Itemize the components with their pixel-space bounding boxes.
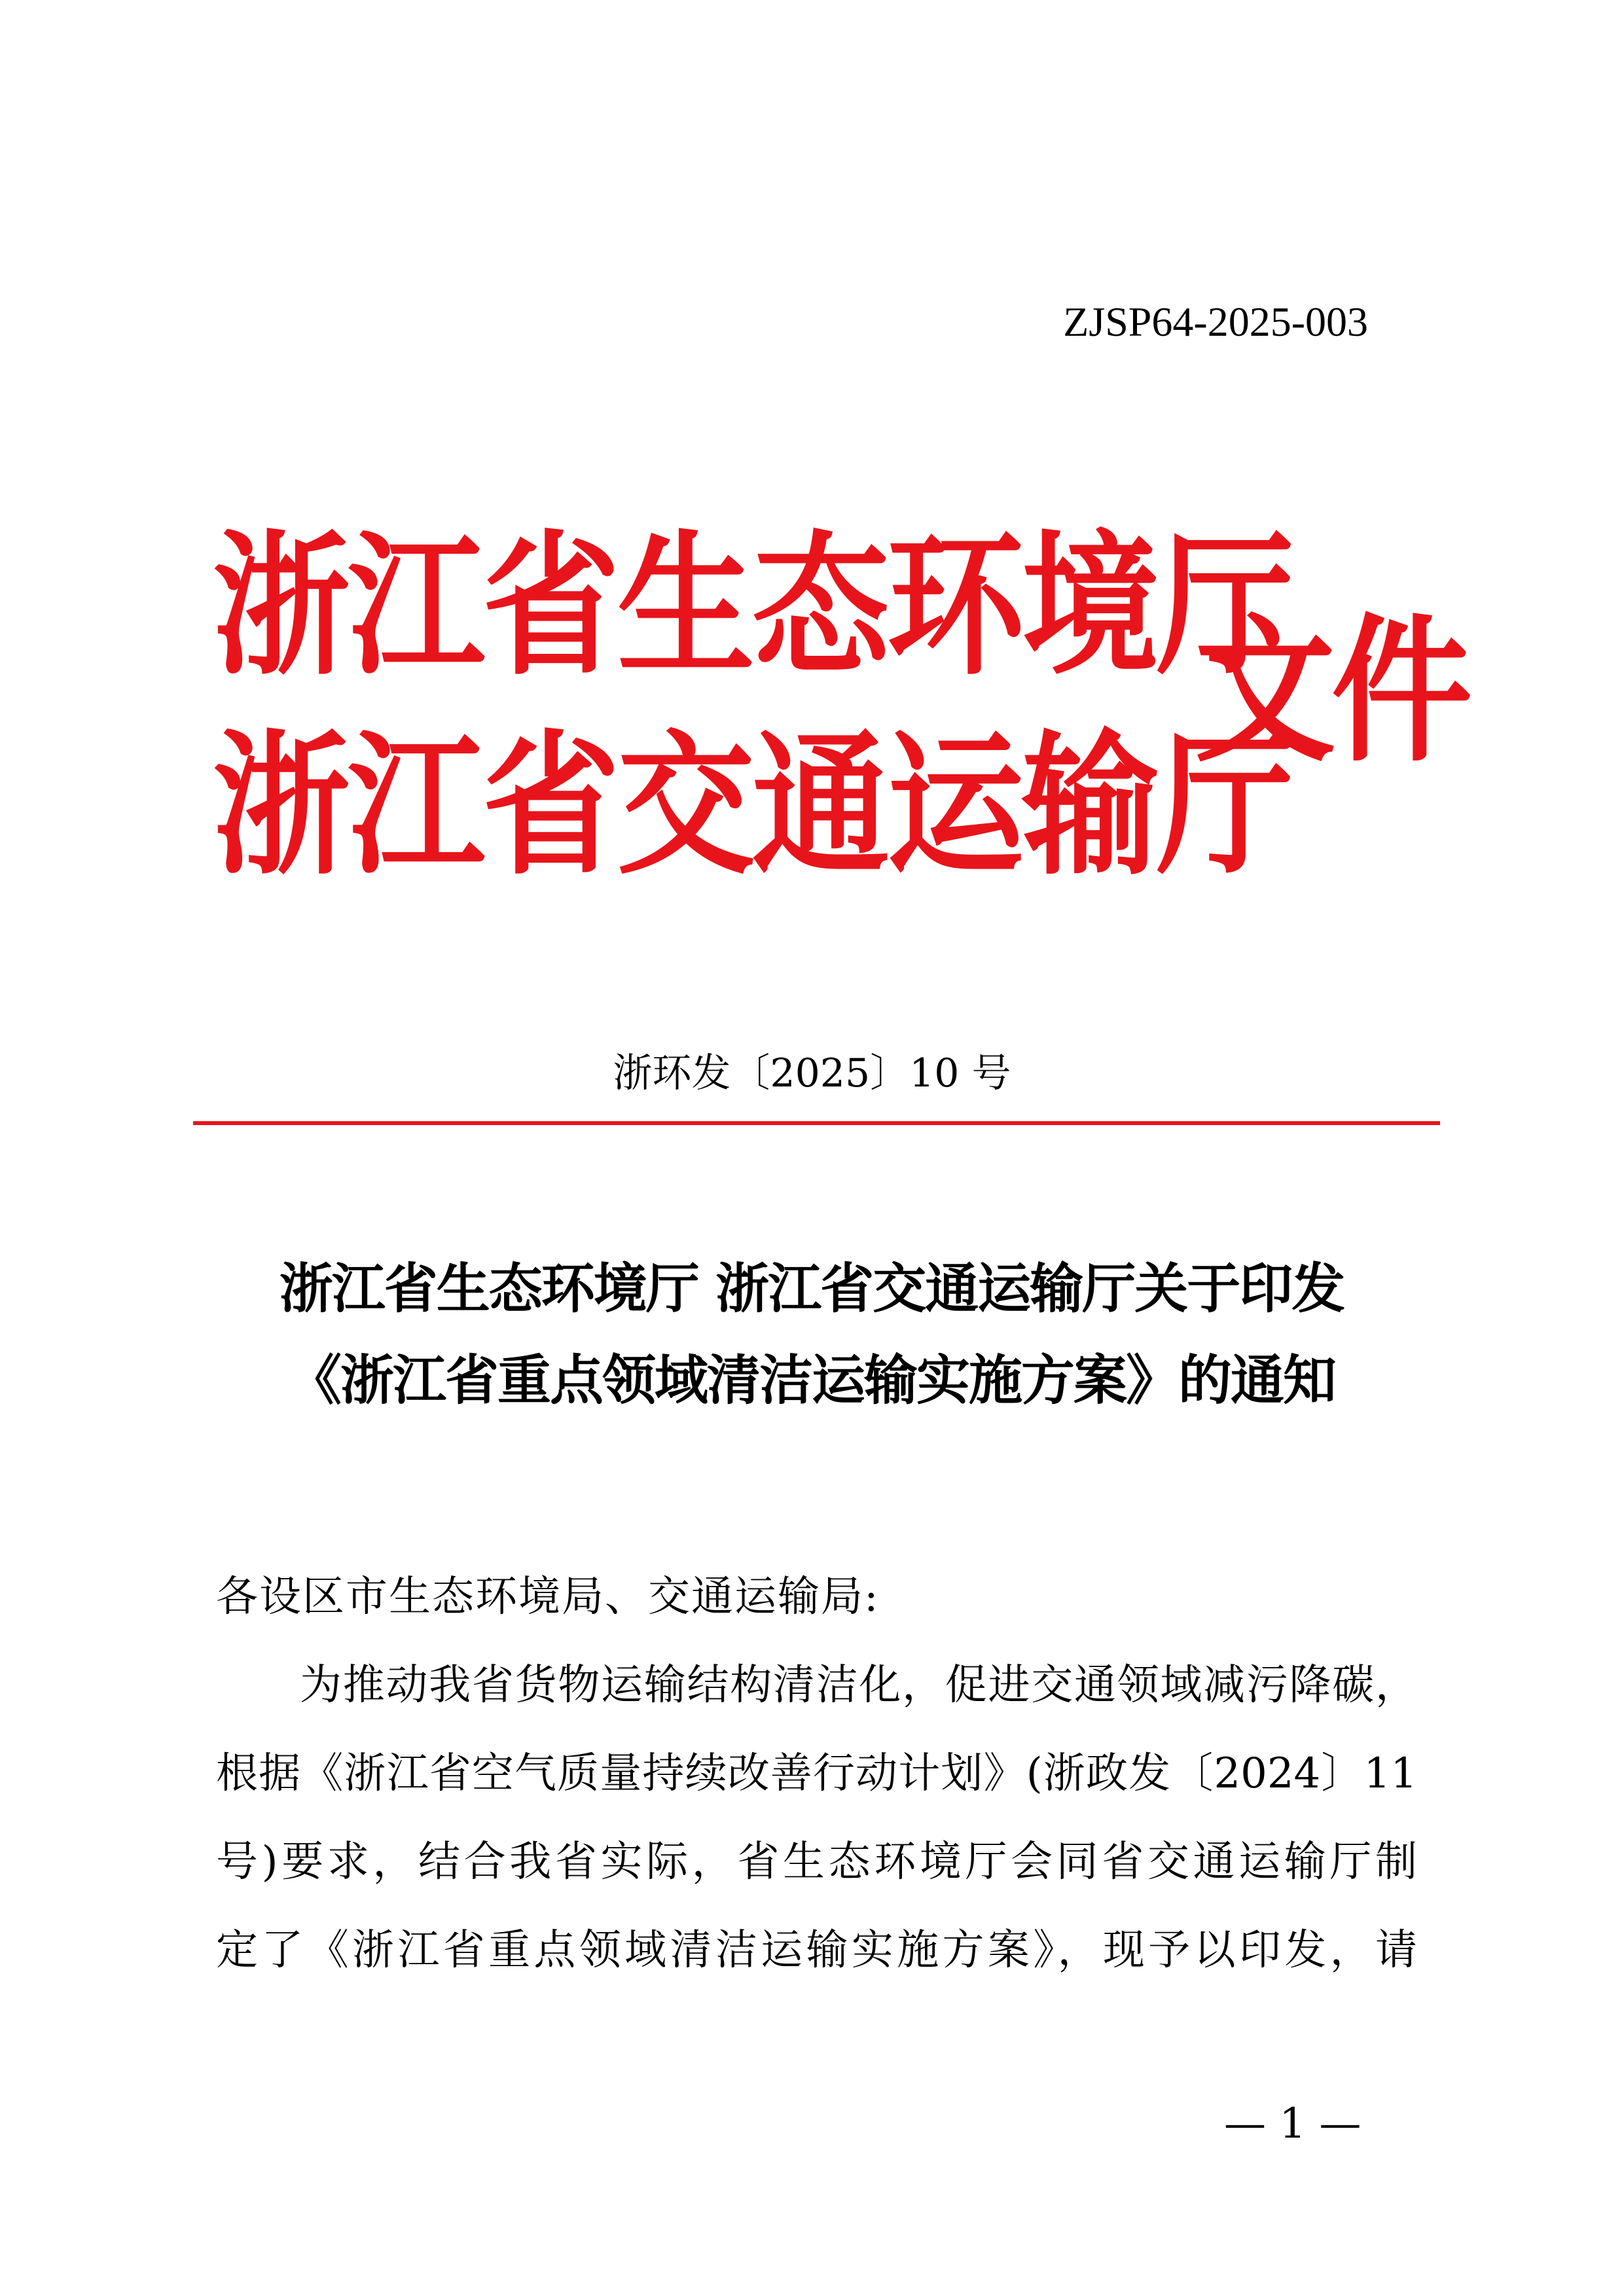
body-line-2: 根据《浙江省空气质量持续改善行动计划》(浙政发〔2024〕11 — [216, 1749, 1417, 1798]
body-line-4: 定了《浙江省重点领域清洁运输实施方案》，现予以印发，请 — [216, 1926, 1417, 1975]
document-title — [196, 1244, 1427, 1427]
red-divider-rule — [193, 1121, 1440, 1125]
masthead-issuer-transport: 浙江省交通运输厅 — [213, 714, 1292, 896]
masthead — [213, 504, 1468, 897]
title-line-1: 浙江省生态环境厅 浙江省交通运输厅关于印发 — [279, 1258, 1344, 1320]
body-line-1: 为推动我省货物运输结构清洁化，促进交通领域减污降碳， — [300, 1661, 1417, 1710]
masthead-issuer-environment: 浙江省生态环境厅 — [213, 514, 1292, 696]
title-line-2: 《浙江省重点领域清洁运输实施方案》的通知 — [287, 1350, 1335, 1412]
body-line-3: 号)要求，结合我省实际，省生态环境厅会同省交通运输厅制 — [216, 1838, 1417, 1886]
masthead-suffix: 文件 — [1195, 598, 1468, 783]
page-number: — 1 — — [1224, 2100, 1362, 2148]
document-code: ZJSP64-2025-003 — [1063, 298, 1368, 345]
salutation: 各设区市生态环境局、交通运输局: — [216, 1573, 880, 1621]
document-number: 浙环发〔2025〕10 号 — [613, 1050, 1011, 1096]
